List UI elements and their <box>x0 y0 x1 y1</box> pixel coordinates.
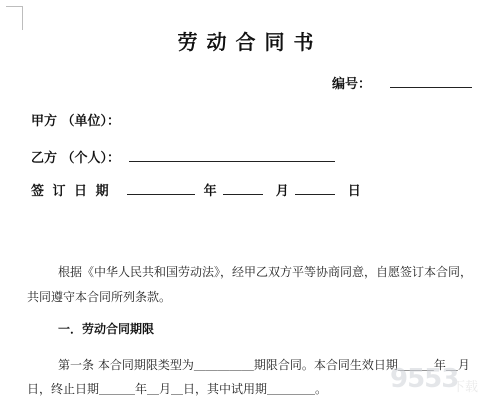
year-label: 年 <box>203 184 217 199</box>
site-watermark <box>390 364 494 396</box>
party-b-label: 乙方 （个人）： <box>31 151 121 166</box>
sign-date-label: 签 订 日 期 <box>31 184 111 199</box>
intro-paragraph-line2: 共同遵守本合同所列条款。 <box>27 290 172 304</box>
article-one-line1: 第一条 本合同期限类型为＿＿＿＿＿期限合同。本合同生效日期＿＿＿年＿月 <box>58 358 470 372</box>
contract-number-label: 编号： <box>332 77 372 92</box>
contract-number-row <box>332 73 472 92</box>
sign-year-field[interactable] <box>127 182 195 195</box>
party-b-field[interactable] <box>129 149 335 162</box>
day-label: 日 <box>347 184 361 199</box>
month-label: 月 <box>275 184 289 199</box>
crop-mark-horizontal <box>6 6 22 7</box>
watermark-number: 9553 <box>390 364 459 394</box>
document-title: 劳动合同书 <box>177 30 323 54</box>
sign-day-field[interactable] <box>295 182 335 195</box>
section-heading: 一．劳动合同期限 <box>58 322 155 336</box>
party-b-row <box>31 147 335 166</box>
sign-month-field[interactable] <box>223 182 263 195</box>
party-a-label: 甲方 （单位）： <box>31 114 121 129</box>
sign-date-row <box>31 180 361 199</box>
contract-number-field[interactable] <box>390 75 472 88</box>
article-one-line2: 日，终止日期＿＿＿年＿月＿日，其中试用期＿＿＿＿。 <box>27 382 328 396</box>
intro-paragraph-line1: 根据《中华人民共和国劳动法》，经甲乙双方平等协商同意，自愿签订本合同， <box>58 265 473 279</box>
party-a-row <box>31 110 120 129</box>
watermark-download: 下载 <box>452 380 479 395</box>
